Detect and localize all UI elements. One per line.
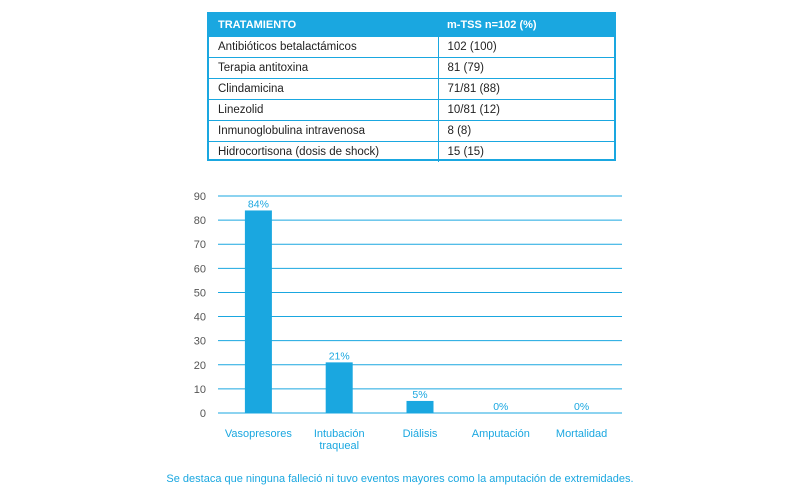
y-tick-label: 20 — [193, 359, 206, 372]
data-label: 21% — [328, 350, 350, 363]
y-tick-label: 60 — [193, 263, 206, 276]
y-tick-label: 0 — [199, 408, 206, 420]
y-tick-label: 80 — [193, 215, 206, 228]
x-category-label: Intubación traqueal — [313, 428, 365, 452]
x-category-label: Amputación — [471, 428, 530, 440]
y-tick-label: 10 — [193, 383, 206, 396]
value-cell: 15 (15) — [438, 142, 614, 163]
y-tick-label: 70 — [193, 239, 206, 252]
y-tick-label: 50 — [193, 287, 206, 300]
y-tick-label: 90 — [193, 191, 206, 203]
header-treatment: TRATAMIENTO — [209, 14, 438, 37]
header-mtss: m-TSS n=102 (%) — [438, 14, 614, 37]
treatment-cell: Inmunoglobulina intravenosa — [209, 121, 438, 142]
treatment-cell: Antibióticos betalactámicos — [209, 37, 438, 58]
x-category-label: Diálisis — [402, 428, 438, 440]
bar — [245, 210, 272, 413]
bar — [407, 401, 434, 413]
data-label: 84% — [247, 198, 269, 211]
y-tick-label: 40 — [193, 311, 206, 324]
data-label: 0% — [574, 401, 590, 413]
value-cell: 102 (100) — [438, 37, 614, 58]
value-cell: 71/81 (88) — [438, 79, 614, 100]
treatment-cell: Hidrocortisona (dosis de shock) — [209, 142, 438, 163]
x-category-label: Vasopresores — [224, 428, 292, 440]
treatment-cell: Terapia antitoxina — [209, 58, 438, 79]
bar — [326, 362, 353, 413]
treatment-cell: Linezolid — [209, 100, 438, 121]
value-cell: 10/81 (12) — [438, 100, 614, 121]
x-category-label: Mortalidad — [555, 428, 608, 440]
value-cell: 8 (8) — [438, 121, 614, 142]
data-label: 0% — [493, 401, 509, 413]
treatment-cell: Clindamicina — [209, 79, 438, 100]
value-cell: 81 (79) — [438, 58, 614, 79]
chart-caption: Se destaca que ninguna falleció ni tuvo eventos mayores como la amputación de extremidades. — [166, 473, 634, 485]
y-tick-label: 30 — [193, 335, 206, 348]
data-label: 5% — [412, 388, 428, 401]
